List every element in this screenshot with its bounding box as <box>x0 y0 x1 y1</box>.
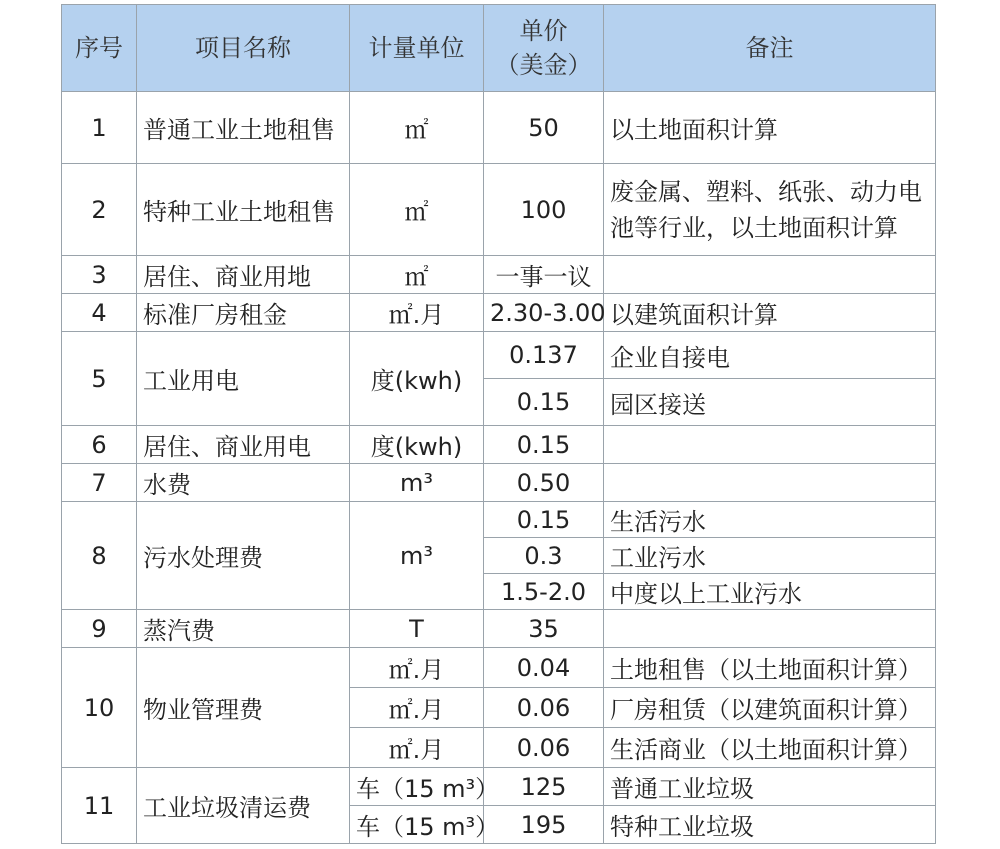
row-item-name: 工业垃圾清运费 <box>137 768 350 844</box>
table-row <box>62 164 936 256</box>
row-index: 3 <box>62 256 137 294</box>
row-price: 195 <box>484 806 604 844</box>
row-note: 以土地面积计算 <box>604 92 936 164</box>
row-item-name: 污水处理费 <box>137 502 350 610</box>
row-unit: 度(kwh) <box>350 332 484 426</box>
row-unit: ㎡ <box>350 164 484 256</box>
table-row <box>62 92 936 164</box>
row-unit: ㎡.月 <box>350 728 484 768</box>
row-item-name: 蒸汽费 <box>137 610 350 648</box>
row-price: 0.50 <box>484 464 604 502</box>
row-index: 6 <box>62 426 137 464</box>
fee-table <box>61 4 936 844</box>
row-note: 普通工业垃圾 <box>604 768 936 806</box>
header-unit: 计量单位 <box>350 5 484 92</box>
row-note: 工业污水 <box>604 538 936 574</box>
row-note: 企业自接电 <box>604 332 936 379</box>
row-note <box>604 256 936 294</box>
row-index: 10 <box>62 648 137 768</box>
table-row <box>62 502 936 538</box>
row-note <box>604 464 936 502</box>
row-item-name: 特种工业土地租售 <box>137 164 350 256</box>
row-price: 一事一议 <box>484 256 604 294</box>
row-unit: 车（15 m³） <box>350 806 484 844</box>
row-unit: m³ <box>350 502 484 610</box>
row-unit: 车（15 m³） <box>350 768 484 806</box>
row-price: 0.06 <box>484 688 604 728</box>
row-price: 125 <box>484 768 604 806</box>
row-index: 8 <box>62 502 137 610</box>
row-note: 厂房租赁（以建筑面积计算） <box>604 688 936 728</box>
row-note: 特种工业垃圾 <box>604 806 936 844</box>
row-note: 园区接送 <box>604 379 936 426</box>
row-index: 4 <box>62 294 137 332</box>
header-row <box>62 5 936 92</box>
table-row <box>62 426 936 464</box>
table-row <box>62 294 936 332</box>
row-item-name: 居住、商业用电 <box>137 426 350 464</box>
row-price: 100 <box>484 164 604 256</box>
row-unit: 度(kwh) <box>350 426 484 464</box>
row-note: 生活污水 <box>604 502 936 538</box>
row-index: 2 <box>62 164 137 256</box>
row-unit: m³ <box>350 464 484 502</box>
row-price: 50 <box>484 92 604 164</box>
row-price: 0.15 <box>484 379 604 426</box>
header-index: 序号 <box>62 5 137 92</box>
row-note: 废金属、塑料、纸张、动力电池等行业，以土地面积计算 <box>604 164 936 256</box>
row-item-name: 居住、商业用地 <box>137 256 350 294</box>
header-note: 备注 <box>604 5 936 92</box>
row-index: 11 <box>62 768 137 844</box>
row-note: 土地租售（以土地面积计算） <box>604 648 936 688</box>
row-price: 0.15 <box>484 502 604 538</box>
header-price-line1: 单价 <box>519 17 568 45</box>
row-note: 以建筑面积计算 <box>604 294 936 332</box>
table-row <box>62 464 936 502</box>
row-unit: ㎡.月 <box>350 648 484 688</box>
header-price <box>484 5 604 92</box>
row-note: 生活商业（以土地面积计算） <box>604 728 936 768</box>
row-unit: ㎡ <box>350 92 484 164</box>
row-price: 2.30-3.00 <box>484 294 604 332</box>
row-item-name: 普通工业土地租售 <box>137 92 350 164</box>
row-price: 0.137 <box>484 332 604 379</box>
row-index: 9 <box>62 610 137 648</box>
row-price: 0.04 <box>484 648 604 688</box>
row-note <box>604 610 936 648</box>
header-price-line2: （美金） <box>495 51 592 79</box>
row-price: 35 <box>484 610 604 648</box>
row-item-name: 物业管理费 <box>137 648 350 768</box>
table-row <box>62 768 936 806</box>
table-row <box>62 648 936 688</box>
row-unit: ㎡.月 <box>350 294 484 332</box>
row-note <box>604 426 936 464</box>
row-unit: ㎡.月 <box>350 688 484 728</box>
row-note: 中度以上工业污水 <box>604 574 936 610</box>
row-index: 5 <box>62 332 137 426</box>
row-item-name: 工业用电 <box>137 332 350 426</box>
row-index: 1 <box>62 92 137 164</box>
row-unit: T <box>350 610 484 648</box>
row-unit: ㎡ <box>350 256 484 294</box>
row-item-name: 标准厂房租金 <box>137 294 350 332</box>
row-item-name: 水费 <box>137 464 350 502</box>
row-price: 0.3 <box>484 538 604 574</box>
table-row <box>62 332 936 379</box>
table-row <box>62 256 936 294</box>
row-index: 7 <box>62 464 137 502</box>
row-price: 0.15 <box>484 426 604 464</box>
table-row <box>62 610 936 648</box>
row-price: 0.06 <box>484 728 604 768</box>
header-name: 项目名称 <box>137 5 350 92</box>
row-price: 1.5-2.0 <box>484 574 604 610</box>
